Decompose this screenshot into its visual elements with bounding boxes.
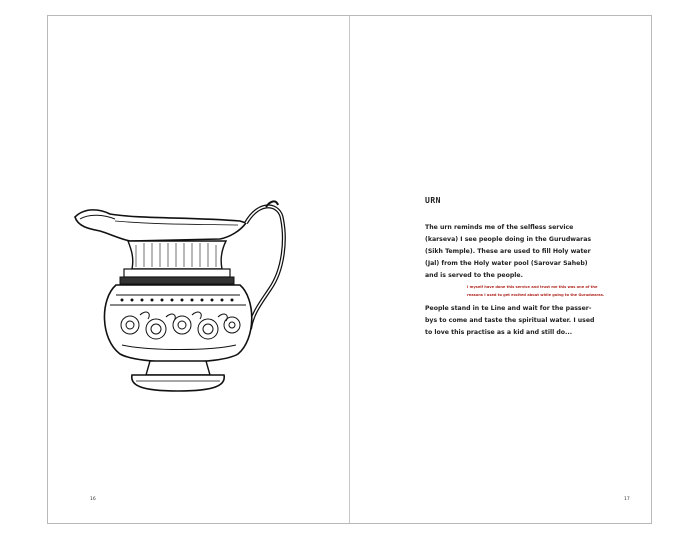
body-line: (Sikh Temple). These are used to fill Holy water [425,248,591,255]
body-line: bys to come and taste the spiritual water. I used [425,317,595,324]
body-line: The urn reminds me of the selfless service [425,224,574,231]
left-page [48,16,349,523]
book-spread [47,15,652,524]
margin-note [467,284,627,299]
page-number-right: 17 [624,497,630,502]
note-line: I myself have done this service and trust me this was one of the [467,285,598,289]
body-line: to love this practise as a kid and still do... [425,329,573,336]
page-number-left: 16 [90,497,96,502]
body-paragraph-2 [425,303,615,339]
body-line: (karseva) I see people doing in the Gurudwaras [425,236,592,243]
ornate-jug-icon [70,179,310,401]
note-line: reasons I used to get excited about while going to the Gurudwaras. [467,292,605,297]
body-paragraph-1 [425,222,615,282]
section-title: URN [425,196,441,205]
right-page [350,16,652,523]
body-line: (Jal) from the Holy water pool (Sarovar Saheb) [425,260,588,267]
body-line: People stand in te Line and wait for the passer- [425,305,592,312]
body-line: and is served to the people. [425,272,523,279]
